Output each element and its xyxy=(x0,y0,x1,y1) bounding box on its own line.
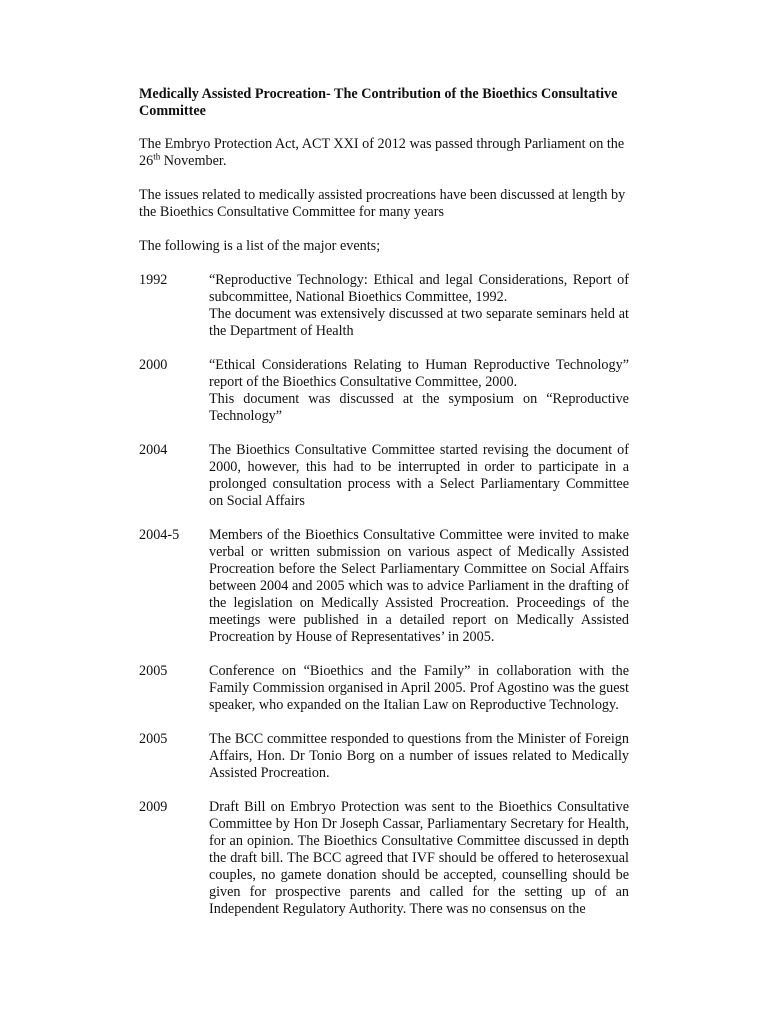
event-text-continued: This document was discussed at the symposium on “Reproductive Technology” xyxy=(209,391,629,424)
event-year: 2004-5 xyxy=(139,527,180,543)
intro-paragraph-issues: The issues related to medically assisted procreations have been discussed at length by the Bioethics Consultative Committee for many years xyxy=(139,187,626,220)
intro-paragraph-act xyxy=(139,136,629,170)
intro-paragraph-list: The following is a list of the major events; xyxy=(139,238,381,254)
intro-act-text: The Embryo Protection Act, ACT XXI of 2012 was passed through Parliament on the 26 xyxy=(139,136,625,169)
event-text: “Reproductive Technology: Ethical and legal Considerations, Report of subcommittee, National Bioethics Committee, 1992. xyxy=(209,272,629,305)
event-row xyxy=(139,272,629,340)
event-year: 2005 xyxy=(139,731,168,747)
event-year: 2000 xyxy=(139,357,168,373)
event-description: Draft Bill on Embryo Protection was sent to the Bioethics Consultative Committee by Hon Dr Joseph Cassar, Parliamentary Secretary for Health, for an opinion. The Bioethics Consultative Committee discussed in depth the draft bill. The BCC agreed that IVF should be offered to heterosexual couples, no gamete donation should be accepted, counselling should be given for prospective parents and called for the setting up of an Independent Regulatory Authority. There was no consensus on the xyxy=(209,799,629,917)
event-row xyxy=(139,663,629,714)
event-description: Conference on “Bioethics and the Family” in collaboration with the Family Commission organised in April 2005. Prof Agostino was the guest speaker, who expanded on the Italian Law on Reproductive Technology. xyxy=(209,663,629,713)
event-year: 2005 xyxy=(139,663,168,679)
event-year: 1992 xyxy=(139,272,168,288)
event-row xyxy=(139,357,629,425)
event-text: “Ethical Considerations Relating to Human Reproductive Technology” report of the Bioethics Consultative Committee, 2000. xyxy=(209,357,629,390)
document-title: Medically Assisted Procreation- The Contribution of the Bioethics Consultative Committee xyxy=(139,86,618,119)
event-description: The BCC committee responded to questions from the Minister of Foreign Affairs, Hon. Dr Tonio Borg on a number of issues related to Medically Assisted Procreation. xyxy=(209,731,629,781)
event-row xyxy=(139,799,629,918)
document-page xyxy=(139,86,629,935)
event-year: 2004 xyxy=(139,442,168,458)
event-row xyxy=(139,527,629,646)
event-row xyxy=(139,731,629,782)
ordinal-suffix: th xyxy=(153,151,161,162)
intro-act-month: November. xyxy=(160,153,227,169)
event-text-continued: The document was extensively discussed at two separate seminars held at the Department of Health xyxy=(209,306,629,339)
event-description xyxy=(209,272,629,340)
event-description xyxy=(209,357,629,425)
event-description: The Bioethics Consultative Committee started revising the document of 2000, however, this had to be interrupted in order to participate in a prolonged consultation process with a Select Parliamentary Committee on Social Affairs xyxy=(209,442,629,509)
event-year: 2009 xyxy=(139,799,168,815)
event-description: Members of the Bioethics Consultative Committee were invited to make verbal or written submission on various aspect of Medically Assisted Procreation before the Select Parliamentary Committee on Social Affairs between 2004 and 2005 which was to advice Parliament in the drafting of the legislation on Medically Assisted Procreation. Proceedings of the meetings were published in a detailed report on Medically Assisted Procreation by House of Representatives’ in 2005. xyxy=(209,527,629,645)
event-row xyxy=(139,442,629,510)
